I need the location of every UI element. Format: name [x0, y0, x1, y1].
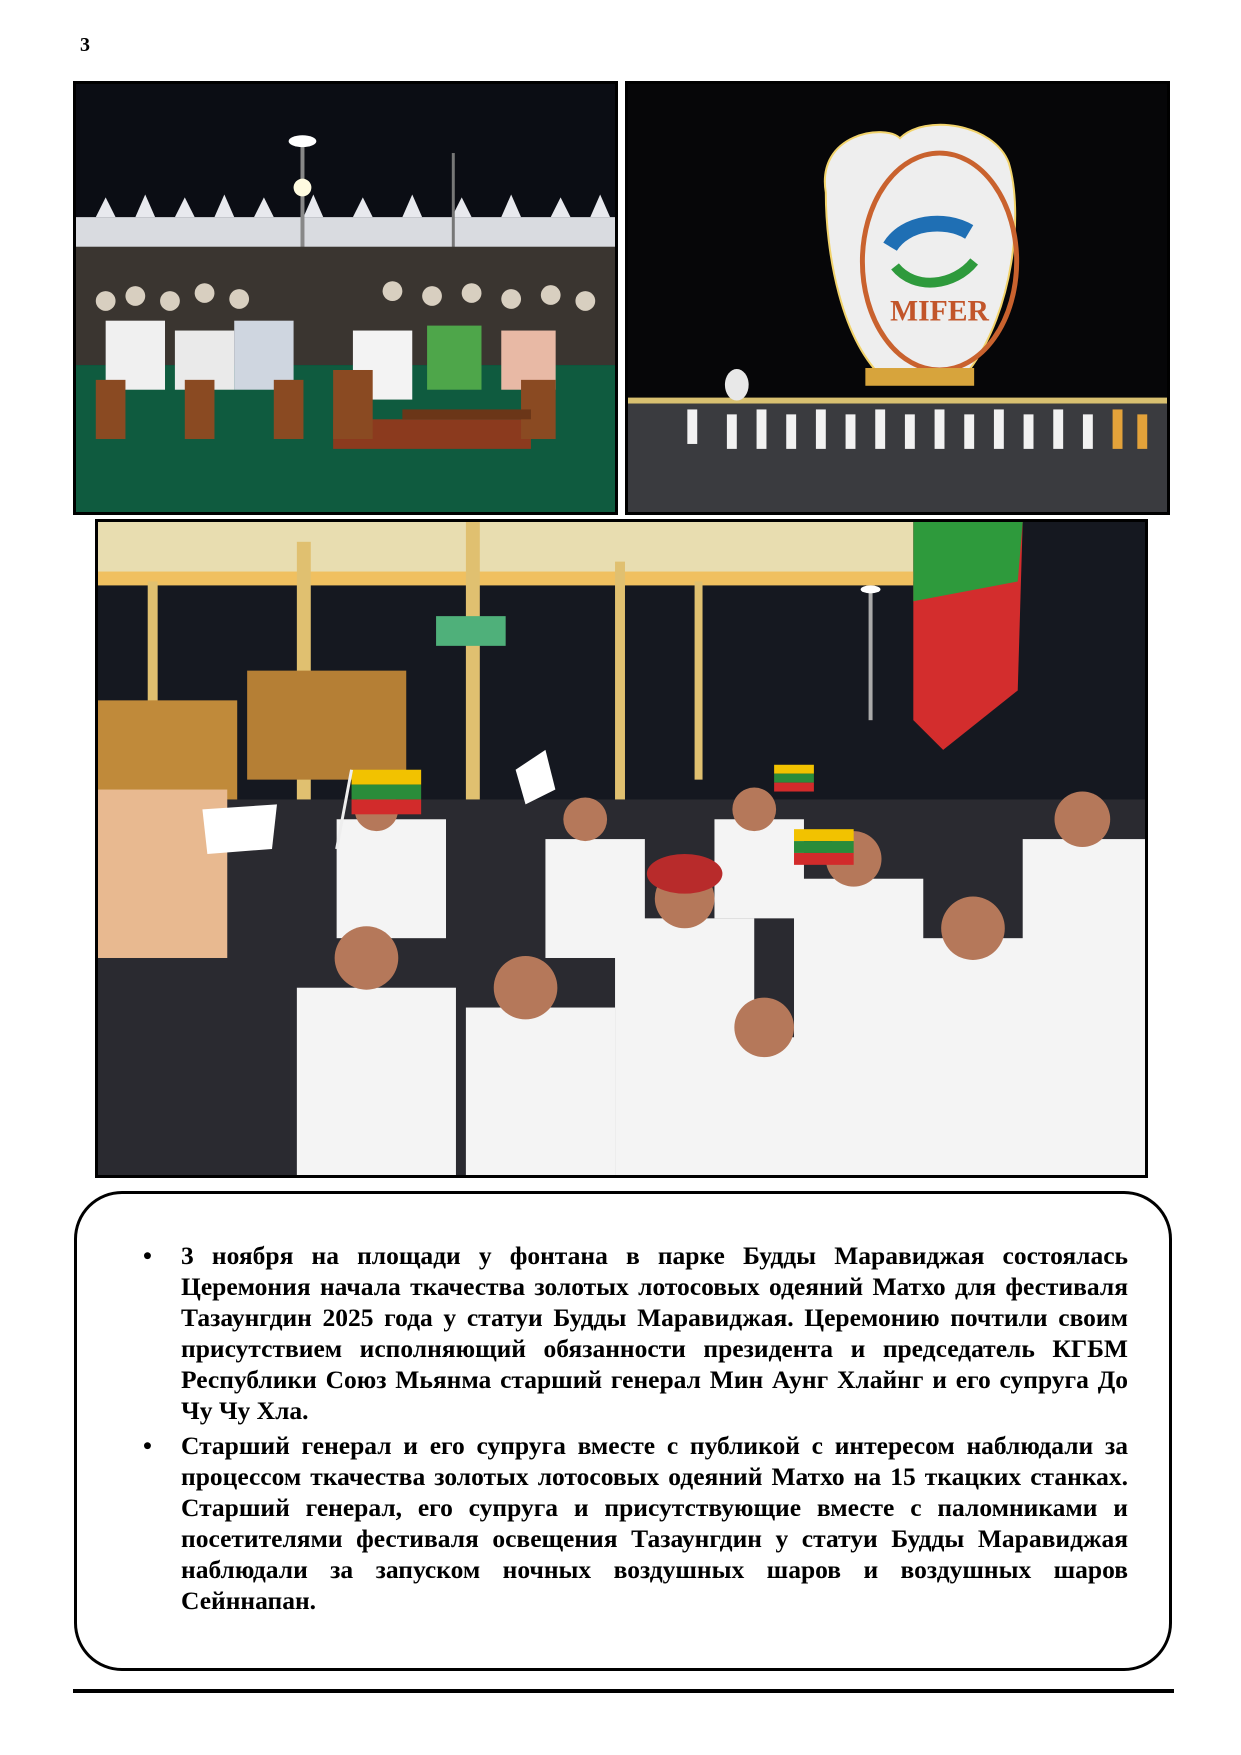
caption-bullet-2	[143, 1430, 1128, 1616]
caption-bullet-1	[143, 1240, 1128, 1426]
caption-box	[74, 1191, 1172, 1671]
bullet-icon: •	[143, 1241, 152, 1270]
crowd-with-flags-photo	[95, 519, 1148, 1178]
caption-text-2: Старший генерал и его супруга вместе с публикой с интересом наблюдали за процессом ткачества золотых лотосовых одеяний Матхо на 15 ткацких станках. Старший генерал, его супруга и присутствующие вместе с паломниками и посетителями фестиваля освещения Тазаунгдин у статуи Будды Маравиджая наблюдали за запуском ночных воздушных шаров и воздушных шаров Сейннапан.	[181, 1431, 1128, 1615]
ceremony-audience-photo	[73, 81, 618, 515]
bullet-icon: •	[143, 1431, 152, 1460]
caption-text-1: 3 ноября на площади у фонтана в парке Будды Маравиджая состоялась Церемония начала ткачества золотых лотосовых одеяний Матхо для фестиваля Тазаунгдин 2025 года у статуи Будды Маравиджая. Церемонию почтили своим присутствием исполняющий обязанности президента и председатель КГБМ Республики Союз Мьянма старший генерал Мин Аунг Хлайнг и его супруга До Чу Чу Хла.	[181, 1241, 1128, 1425]
caption-list	[143, 1240, 1128, 1620]
balloon-logo-text: MIFER	[890, 295, 989, 328]
page-number: 3	[80, 34, 90, 56]
night-balloon-photo	[625, 81, 1170, 515]
bottom-divider	[73, 1689, 1174, 1693]
